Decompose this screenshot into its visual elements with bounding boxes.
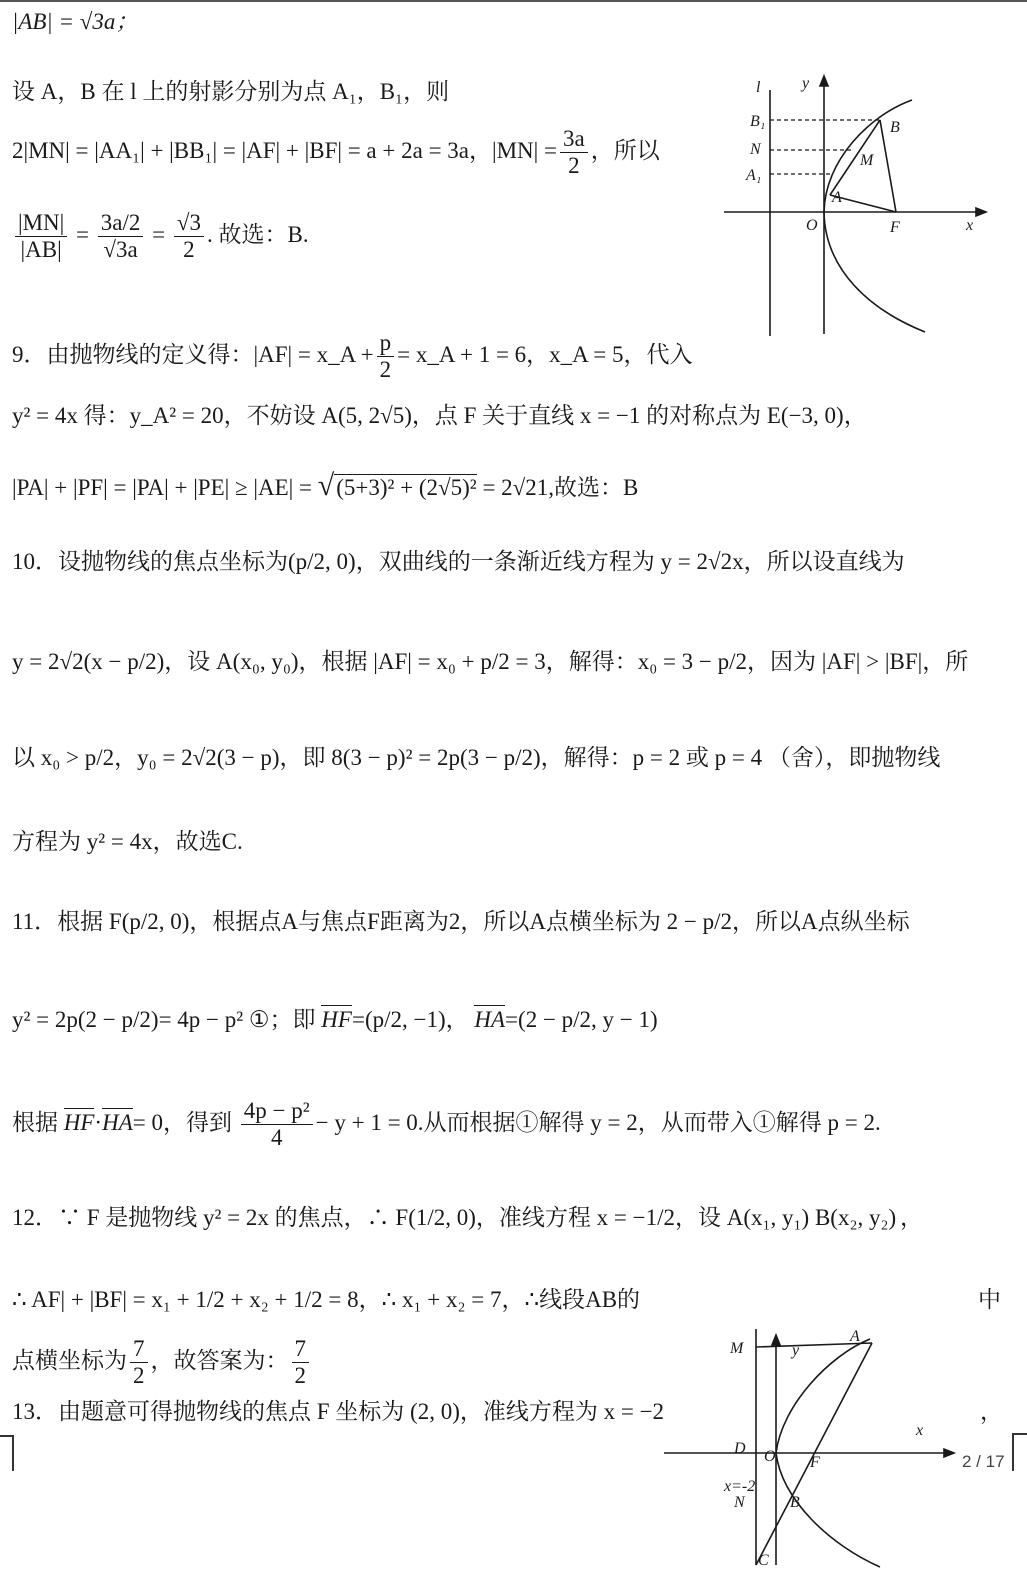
q10-solve-b: ，解得：p = 2 或 p = 4 （舍），即抛物线	[540, 745, 941, 770]
q11-result: − y + 1 = 0.从而根据①解得 y = 2，从而带入①解得 p = 2.	[315, 1110, 881, 1136]
comma: ，	[445, 1007, 469, 1032]
frac-num: 7	[130, 1336, 148, 1363]
frac-den: 2	[294, 1363, 306, 1389]
q10-text-b: ，双曲线的一条渐近线方程为 y = 2√2x，所以设直线为	[355, 549, 905, 574]
mn-so-text: ，所以	[590, 138, 660, 164]
vector-ha: HA	[474, 1007, 506, 1032]
top-rule	[0, 0, 1027, 2]
label-m: M	[730, 1340, 744, 1357]
label-b: B	[890, 119, 900, 136]
label-a: A	[832, 189, 842, 206]
q12-trailing-comma: ，	[900, 1205, 923, 1230]
x-arrow	[976, 208, 986, 216]
q10-solve-a: 以 x₀ > p/2，y₀ = 2√2(3 − p)，即 8(3 − p)² = 2p	[12, 745, 460, 770]
vector-hf-coord: (p/2, −1)	[364, 1007, 446, 1032]
q10-solve-paren: (3 − p/2)	[459, 745, 541, 770]
line-q10-focus	[12, 548, 905, 576]
label-x: x	[966, 217, 974, 234]
q12-answer-text: ，故答案为：	[150, 1348, 289, 1374]
q10-line-text: ，设 A(x₀, y₀)，根据 |AF| = x₀ + p/2 = 3，解得：x₀ = 3 − p/2，因为 |AF| > |BF|，所	[164, 649, 969, 674]
y-arrow	[772, 1335, 780, 1345]
label-o: O	[806, 217, 818, 234]
vector-hf: HF	[321, 1007, 352, 1032]
ratio-frac-2	[98, 210, 144, 264]
label-b: B	[790, 1494, 800, 1511]
q12-frac-1	[130, 1336, 148, 1390]
equals: =	[351, 1007, 365, 1032]
q9-answer: = 2√21,故选：B	[482, 475, 639, 500]
line-q10-line	[12, 648, 968, 676]
q12-text-a: 12．∵ F 是抛物线 y² = 2x 的焦点，∴ F	[12, 1205, 409, 1230]
label-n: N	[750, 141, 761, 158]
q10-line-eq: y = 2√2	[12, 649, 84, 674]
q9-text-b: = x_A + 1 = 6，x_A = 5，代入	[397, 342, 693, 368]
line-q10-solve	[12, 744, 940, 772]
q12-focus-coord: (1/2, 0)	[408, 1205, 476, 1230]
label-b1: B₁	[750, 113, 766, 130]
frac-num: 3a	[560, 126, 588, 153]
frac-den: 2	[379, 357, 392, 383]
line-q10-answer: 方程为 y² = 4x，故选C.	[12, 829, 243, 854]
frac-num: |MN|	[15, 210, 67, 237]
line-q11-dot	[12, 1098, 881, 1152]
q10-focus-coord: (p/2, 0)	[288, 549, 356, 574]
frac-num: 7	[292, 1336, 310, 1363]
q13-trailing-comma: ，	[980, 1399, 1003, 1424]
q11-focus-coord: (p/2, 0)	[121, 909, 190, 934]
label-a1: A₁	[746, 167, 762, 184]
frac-num: √3	[174, 210, 204, 237]
q9-fraction	[377, 330, 395, 384]
label-o: O	[764, 1448, 776, 1465]
sqrt-sign: √	[317, 469, 335, 502]
label-f: F	[810, 1454, 820, 1471]
label-m: M	[860, 152, 874, 169]
q12-frac-2	[292, 1336, 310, 1390]
ratio-frac-3	[174, 210, 204, 264]
page-number: 2 / 17	[962, 1452, 1005, 1471]
line-q12-focus	[12, 1204, 896, 1232]
line-mn-sum	[12, 126, 660, 180]
frac-den: 2	[133, 1363, 145, 1389]
line-q12-sum: ∴ AF| + |BF| = x₁ + 1/2 + x₂ + 1/2 = 8，∴ x₁ + x₂ = 7，∴线段AB的	[12, 1287, 641, 1312]
according: 根据	[12, 1110, 58, 1136]
line-q9-distance	[12, 468, 638, 504]
frac-den: 4	[270, 1125, 283, 1151]
q11-eq: = 4p − p² ①；即	[158, 1007, 316, 1032]
sqrt-radicand: (5+3)² + (2√5)²	[336, 475, 477, 500]
label-y: y	[802, 75, 810, 92]
figure-parabola-1	[720, 70, 1000, 340]
mn-fraction	[560, 126, 588, 180]
line-q12-answer	[12, 1336, 312, 1390]
line-q11-focus	[12, 908, 910, 936]
vector-hf: HF	[63, 1110, 95, 1136]
line-q13-focus: 13．由题意可得抛物线的焦点 F 坐标为 (2, 0)，准线方程为 x = −2	[12, 1399, 665, 1424]
q10-line-paren: (x − p/2)	[83, 649, 165, 674]
line-ratio: $\frac{|MN|}{|AB|}$ = $\frac{3a/2}{√3a}$ = $\frac{√3}{2}$ . 故选：B.	[12, 210, 309, 264]
label-l: l	[756, 79, 761, 96]
label-xeq: x=-2	[724, 1478, 756, 1495]
line-q9-definition	[12, 330, 692, 384]
frac-num: 4p − p²	[241, 1098, 313, 1125]
q12-mid-text: 点横坐标为	[12, 1348, 127, 1374]
ratio-frac-1	[15, 210, 67, 264]
vector-ha: HA	[102, 1110, 133, 1136]
line-q9-point: y² = 4x 得：y_A² = 20，不妨设 A(5, 2√5)，点 F 关于直线 x = −1 的对称点为 E(−3, 0)，	[12, 403, 867, 428]
label-x: x	[916, 1422, 924, 1439]
frac-num: 3a/2	[98, 210, 144, 237]
q10-text-a: 10．设抛物线的焦点坐标为	[12, 549, 288, 574]
q11-paren: (2 − p/2)	[77, 1007, 159, 1032]
label-c: C	[758, 1552, 769, 1569]
page-corner-left	[0, 1435, 14, 1471]
q11-text-b: ，根据点A与焦点F距离为2，所以A点横坐标为 2 − p/2，所以A点纵坐标	[189, 909, 910, 934]
equals: =	[505, 1007, 519, 1032]
label-d: D	[734, 1440, 746, 1457]
line-q11-vectors	[12, 1006, 658, 1034]
dot-op: ·	[94, 1110, 103, 1136]
frac-den: |AB|	[20, 237, 62, 263]
q11-text-a: 11．根据 F	[12, 909, 122, 934]
ratio-answer: . 故选：B.	[206, 222, 309, 248]
q11-fraction	[241, 1098, 313, 1152]
mn-sum-text: 2|MN| = |AA₁| + |BB₁| = |AF| + |BF| = a + 2a = 3a，|MN| =	[12, 138, 557, 164]
label-a: A	[850, 1328, 860, 1345]
label-n: N	[734, 1494, 745, 1511]
line-projection: 设 A，B 在 l 上的射影分别为点 A₁，B₁，则	[12, 79, 450, 104]
frac-num: p	[377, 330, 395, 357]
q9-dist-text: |PA| + |PF| = |PA| + |PE| ≥ |AE| =	[12, 475, 312, 500]
frac-den: 2	[183, 237, 195, 263]
y-arrow	[820, 76, 828, 86]
q12-text-b: ，准线方程 x = −1/2，设 A(x₁, y₁) B(x₂, y₂)	[475, 1205, 897, 1230]
frac-den: √3a	[103, 237, 138, 263]
q11-y2: y² = 2p	[12, 1007, 78, 1032]
parabola-curve	[824, 100, 925, 332]
frac-den: 2	[568, 153, 580, 179]
label-y: y	[792, 1342, 800, 1359]
figure-parabola-2	[660, 1325, 960, 1572]
q12-trailing-char: 中	[978, 1287, 1001, 1312]
label-f: F	[890, 219, 900, 236]
page-corner-right	[1012, 1433, 1027, 1471]
x-arrow	[944, 1449, 954, 1457]
line-ab-length: |AB| = √3a；	[12, 9, 139, 34]
vector-ha-coord: (2 − p/2, y − 1)	[518, 1007, 658, 1032]
q11-zero: = 0，得到	[132, 1110, 232, 1136]
q9-text-a: 9．由抛物线的定义得：|AF| = x_A +	[12, 342, 374, 368]
